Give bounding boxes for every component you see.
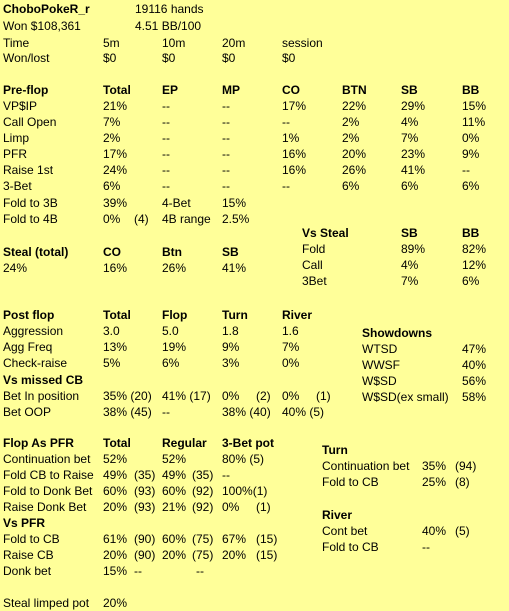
wonlost-value: $0 — [162, 51, 176, 65]
steal-cell: 16% — [103, 261, 128, 275]
flop-pfr-cell: 60% — [103, 484, 128, 498]
player-name: ChoboPokeR_r — [3, 2, 90, 16]
preflop-title: Pre-flop — [3, 83, 49, 97]
missed-cb-title: Vs missed CB — [3, 373, 84, 387]
steal-cell: 26% — [162, 261, 187, 275]
flop-pfr-col-header: 3-Bet pot — [222, 436, 274, 450]
flop-pfr-cell: (92) — [192, 484, 214, 498]
preflop-cell: -- — [462, 163, 470, 177]
preflop-cell: 6% — [342, 179, 360, 193]
missed-cb-cell: 38% (45) — [103, 405, 152, 419]
vs-pfr-cell: -- — [196, 564, 204, 578]
preflop-cell: 20% — [342, 147, 367, 161]
fourbet-label: 4-Bet — [162, 196, 191, 210]
flop-pfr-cell: 20% — [103, 500, 128, 514]
flop-pfr-row-label: Continuation bet — [3, 452, 91, 466]
postflop-row-label: Aggression — [3, 324, 64, 338]
missed-cb-cell: (2) — [256, 389, 271, 403]
fold-4b-label: Fold to 4B — [3, 212, 58, 226]
vs-pfr-row-label: Donk bet — [3, 564, 52, 578]
vs-pfr-cell: (90) — [134, 548, 156, 562]
preflop-cell: -- — [222, 163, 230, 177]
vs-pfr-cell: (90) — [134, 532, 156, 546]
preflop-cell: 21% — [103, 99, 128, 113]
preflop-cell: -- — [222, 99, 230, 113]
showdowns-value: 58% — [462, 390, 487, 404]
flop-pfr-cell: (35) — [134, 468, 156, 482]
steal-col-header: SB — [222, 245, 239, 259]
postflop-cell: 5% — [103, 356, 121, 370]
missed-cb-cell: 38% (40) — [222, 405, 271, 419]
postflop-col-header: Flop — [162, 308, 188, 322]
preflop-cell: 2% — [342, 115, 360, 129]
time-col: 20m — [222, 36, 246, 50]
preflop-cell: 17% — [282, 99, 307, 113]
missed-cb-cell: 41% (17) — [162, 389, 211, 403]
preflop-cell: 17% — [103, 147, 128, 161]
preflop-cell: -- — [222, 115, 230, 129]
time-col: session — [282, 36, 323, 50]
preflop-cell: 24% — [103, 163, 128, 177]
vs-pfr-cell: 20% — [222, 548, 247, 562]
wonlost-value: $0 — [282, 51, 296, 65]
showdowns-value: 40% — [462, 358, 487, 372]
postflop-cell: 6% — [162, 356, 180, 370]
fourbet-value: 15% — [222, 196, 247, 210]
preflop-cell: 15% — [462, 99, 487, 113]
vs-pfr-cell: 67% — [222, 532, 247, 546]
preflop-cell: 11% — [462, 115, 486, 129]
flop-pfr-cell: 21% — [162, 500, 187, 514]
postflop-cell: 1.6 — [282, 324, 299, 338]
vs-steal-col-header: SB — [401, 226, 418, 240]
flop-pfr-cell: -- — [222, 468, 230, 482]
missed-cb-row-label: Bet OOP — [3, 405, 52, 419]
postflop-cell: 7% — [282, 340, 300, 354]
wonlost-value: $0 — [103, 51, 117, 65]
river-value: 40% — [422, 524, 447, 538]
preflop-cell: 6% — [462, 179, 480, 193]
preflop-cell: -- — [162, 163, 170, 177]
vs-steal-cell: 7% — [401, 274, 419, 288]
preflop-cell: 29% — [401, 99, 426, 113]
preflop-col-header: BTN — [342, 83, 367, 97]
postflop-cell: 3.0 — [103, 324, 120, 338]
preflop-cell: -- — [222, 131, 230, 145]
postflop-col-header: River — [282, 308, 313, 322]
preflop-col-header: MP — [222, 83, 240, 97]
preflop-cell: -- — [282, 179, 290, 193]
flop-pfr-cell: 60% — [162, 484, 187, 498]
vs-pfr-cell: 61% — [103, 532, 128, 546]
vs-steal-cell: 89% — [401, 242, 426, 256]
fold-3b-label: Fold to 3B — [3, 196, 58, 210]
fourbet-range-value: 2.5% — [222, 212, 250, 226]
fourbet-range-label: 4B range — [162, 212, 211, 226]
flop-pfr-cell: 52% — [103, 452, 128, 466]
turn-value: 35% — [422, 459, 447, 473]
river-value: -- — [422, 540, 430, 554]
postflop-cell: 1.8 — [222, 324, 239, 338]
showdowns-row-label: W$SD(ex small) — [362, 390, 449, 404]
vs-pfr-title: Vs PFR — [3, 516, 46, 530]
turn-row-label: Fold to CB — [322, 475, 379, 489]
turn-value: 25% — [422, 475, 447, 489]
vs-pfr-cell: (15) — [256, 548, 278, 562]
showdowns-value: 47% — [462, 342, 487, 356]
hands-count: 19116 hands — [135, 2, 204, 16]
vs-steal-cell: 4% — [401, 258, 419, 272]
showdowns-row-label: WTSD — [362, 342, 398, 356]
missed-cb-cell: -- — [162, 405, 170, 419]
preflop-cell: 26% — [342, 163, 367, 177]
flop-pfr-cell: 52% — [162, 452, 187, 466]
turn-count: (94) — [455, 459, 477, 473]
missed-cb-cell: (1) — [316, 389, 331, 403]
preflop-row-label: Call Open — [3, 115, 57, 129]
preflop-row-label: 3-Bet — [3, 179, 32, 193]
preflop-cell: 16% — [282, 147, 307, 161]
vs-pfr-row-label: Fold to CB — [3, 532, 60, 546]
fold-4b-count: (4) — [134, 212, 149, 226]
postflop-col-header: Total — [103, 308, 131, 322]
preflop-cell: -- — [222, 147, 230, 161]
steal-cell: 41% — [222, 261, 247, 275]
bb-rate: 4.51 BB/100 — [135, 19, 202, 33]
flop-pfr-cell: (93) — [134, 484, 156, 498]
vs-steal-cell: 82% — [462, 242, 487, 256]
missed-cb-cell: 40% (5) — [282, 405, 325, 419]
preflop-cell: 2% — [342, 131, 360, 145]
preflop-cell: 4% — [401, 115, 419, 129]
steal-title: Steal (total) — [3, 245, 69, 259]
steal-limped-label: Steal limped pot — [3, 596, 90, 610]
vs-pfr-cell: 60% — [162, 532, 187, 546]
flop-pfr-row-label: Raise Donk Bet — [3, 500, 87, 514]
showdowns-row-label: W$SD — [362, 374, 397, 388]
preflop-row-label: Limp — [3, 131, 30, 145]
postflop-cell: 19% — [162, 340, 187, 354]
showdowns-title: Showdowns — [362, 326, 432, 340]
preflop-col-header: CO — [282, 83, 300, 97]
showdowns-value: 56% — [462, 374, 487, 388]
preflop-cell: 23% — [401, 147, 426, 161]
vs-steal-col-header: BB — [462, 226, 480, 240]
postflop-col-header: Turn — [222, 308, 248, 322]
vs-steal-row-label: Call — [302, 258, 323, 272]
preflop-row-label: PFR — [3, 147, 27, 161]
preflop-cell: -- — [162, 115, 170, 129]
preflop-cell: 22% — [342, 99, 367, 113]
flop-pfr-cell: 0% — [222, 500, 240, 514]
preflop-cell: 7% — [103, 115, 121, 129]
flop-pfr-cell: 49% — [103, 468, 128, 482]
preflop-cell: 2% — [103, 131, 121, 145]
postflop-row-label: Check-raise — [3, 356, 68, 370]
steal-col-header: CO — [103, 245, 121, 259]
flop-pfr-cell: (93) — [134, 500, 156, 514]
preflop-cell: -- — [162, 147, 170, 161]
vs-pfr-cell: (75) — [192, 548, 214, 562]
missed-cb-cell: 0% — [222, 389, 240, 403]
steal-limped-value: 20% — [103, 596, 128, 610]
postflop-cell: 3% — [222, 356, 240, 370]
time-label: Time — [3, 36, 30, 50]
preflop-col-header: EP — [162, 83, 179, 97]
preflop-cell: 16% — [282, 163, 307, 177]
missed-cb-row-label: Bet In position — [3, 389, 80, 403]
preflop-cell: -- — [162, 179, 170, 193]
preflop-cell: -- — [282, 115, 290, 129]
time-col: 10m — [162, 36, 186, 50]
preflop-cell: -- — [162, 99, 170, 113]
vs-steal-cell: 12% — [462, 258, 487, 272]
steal-total-value: 24% — [3, 261, 28, 275]
vs-pfr-cell: -- — [134, 564, 142, 578]
fold-4b-value: 0% — [103, 212, 121, 226]
postflop-row-label: Agg Freq — [3, 340, 53, 354]
vs-steal-row-label: 3Bet — [302, 274, 327, 288]
river-row-label: Fold to CB — [322, 540, 379, 554]
river-row-label: Cont bet — [322, 524, 368, 538]
turn-title: Turn — [322, 443, 348, 457]
postflop-cell: 5.0 — [162, 324, 179, 338]
vs-pfr-row-label: Raise CB — [3, 548, 54, 562]
vs-pfr-cell: 15% — [103, 564, 128, 578]
time-col: 5m — [103, 36, 120, 50]
postflop-cell: 0% — [282, 356, 300, 370]
preflop-cell: -- — [222, 179, 230, 193]
wonlost-value: $0 — [222, 51, 236, 65]
vs-steal-row-label: Fold — [302, 242, 326, 256]
flop-pfr-cell: (35) — [192, 468, 214, 482]
preflop-cell: 7% — [401, 131, 419, 145]
missed-cb-cell: 0% — [282, 389, 300, 403]
turn-count: (8) — [455, 475, 470, 489]
preflop-col-header: BB — [462, 83, 480, 97]
flop-pfr-cell: (1) — [256, 500, 271, 514]
river-count: (5) — [455, 524, 470, 538]
preflop-cell: 6% — [401, 179, 419, 193]
river-title: River — [322, 508, 353, 522]
vs-steal-cell: 6% — [462, 274, 480, 288]
preflop-row-label: VP$IP — [3, 99, 38, 113]
flop-pfr-title: Flop As PFR — [3, 436, 74, 450]
preflop-col-header: SB — [401, 83, 418, 97]
showdowns-row-label: WWSF — [362, 358, 400, 372]
postflop-title: Post flop — [3, 308, 55, 322]
vs-steal-title: Vs Steal — [302, 226, 349, 240]
flop-pfr-col-header: Regular — [162, 436, 207, 450]
vs-pfr-cell: (75) — [192, 532, 214, 546]
preflop-row-label: Raise 1st — [3, 163, 54, 177]
preflop-cell: 0% — [462, 131, 480, 145]
preflop-cell: 9% — [462, 147, 480, 161]
flop-pfr-col-header: Total — [103, 436, 131, 450]
turn-row-label: Continuation bet — [322, 459, 410, 473]
postflop-cell: 9% — [222, 340, 240, 354]
vs-pfr-cell: (15) — [256, 532, 278, 546]
preflop-cell: 6% — [103, 179, 121, 193]
vs-pfr-cell: 20% — [103, 548, 128, 562]
flop-pfr-cell: 100%(1) — [222, 484, 268, 498]
flop-pfr-cell: (92) — [192, 500, 214, 514]
missed-cb-cell: 35% (20) — [103, 389, 152, 403]
flop-pfr-cell: 49% — [162, 468, 187, 482]
flop-pfr-row-label: Fold to Donk Bet — [3, 484, 93, 498]
flop-pfr-row-label: Fold CB to Raise — [3, 468, 94, 482]
preflop-col-header: Total — [103, 83, 131, 97]
steal-col-header: Btn — [162, 245, 182, 259]
wonlost-label: Won/lost — [3, 51, 50, 65]
fold-3b-value: 39% — [103, 196, 128, 210]
flop-pfr-cell: 80% (5) — [222, 452, 265, 466]
vs-pfr-cell: 20% — [162, 548, 187, 562]
won-amount: Won $108,361 — [3, 19, 81, 33]
preflop-cell: 41% — [401, 163, 426, 177]
preflop-cell: 1% — [282, 131, 300, 145]
postflop-cell: 13% — [103, 340, 128, 354]
preflop-cell: -- — [162, 131, 170, 145]
